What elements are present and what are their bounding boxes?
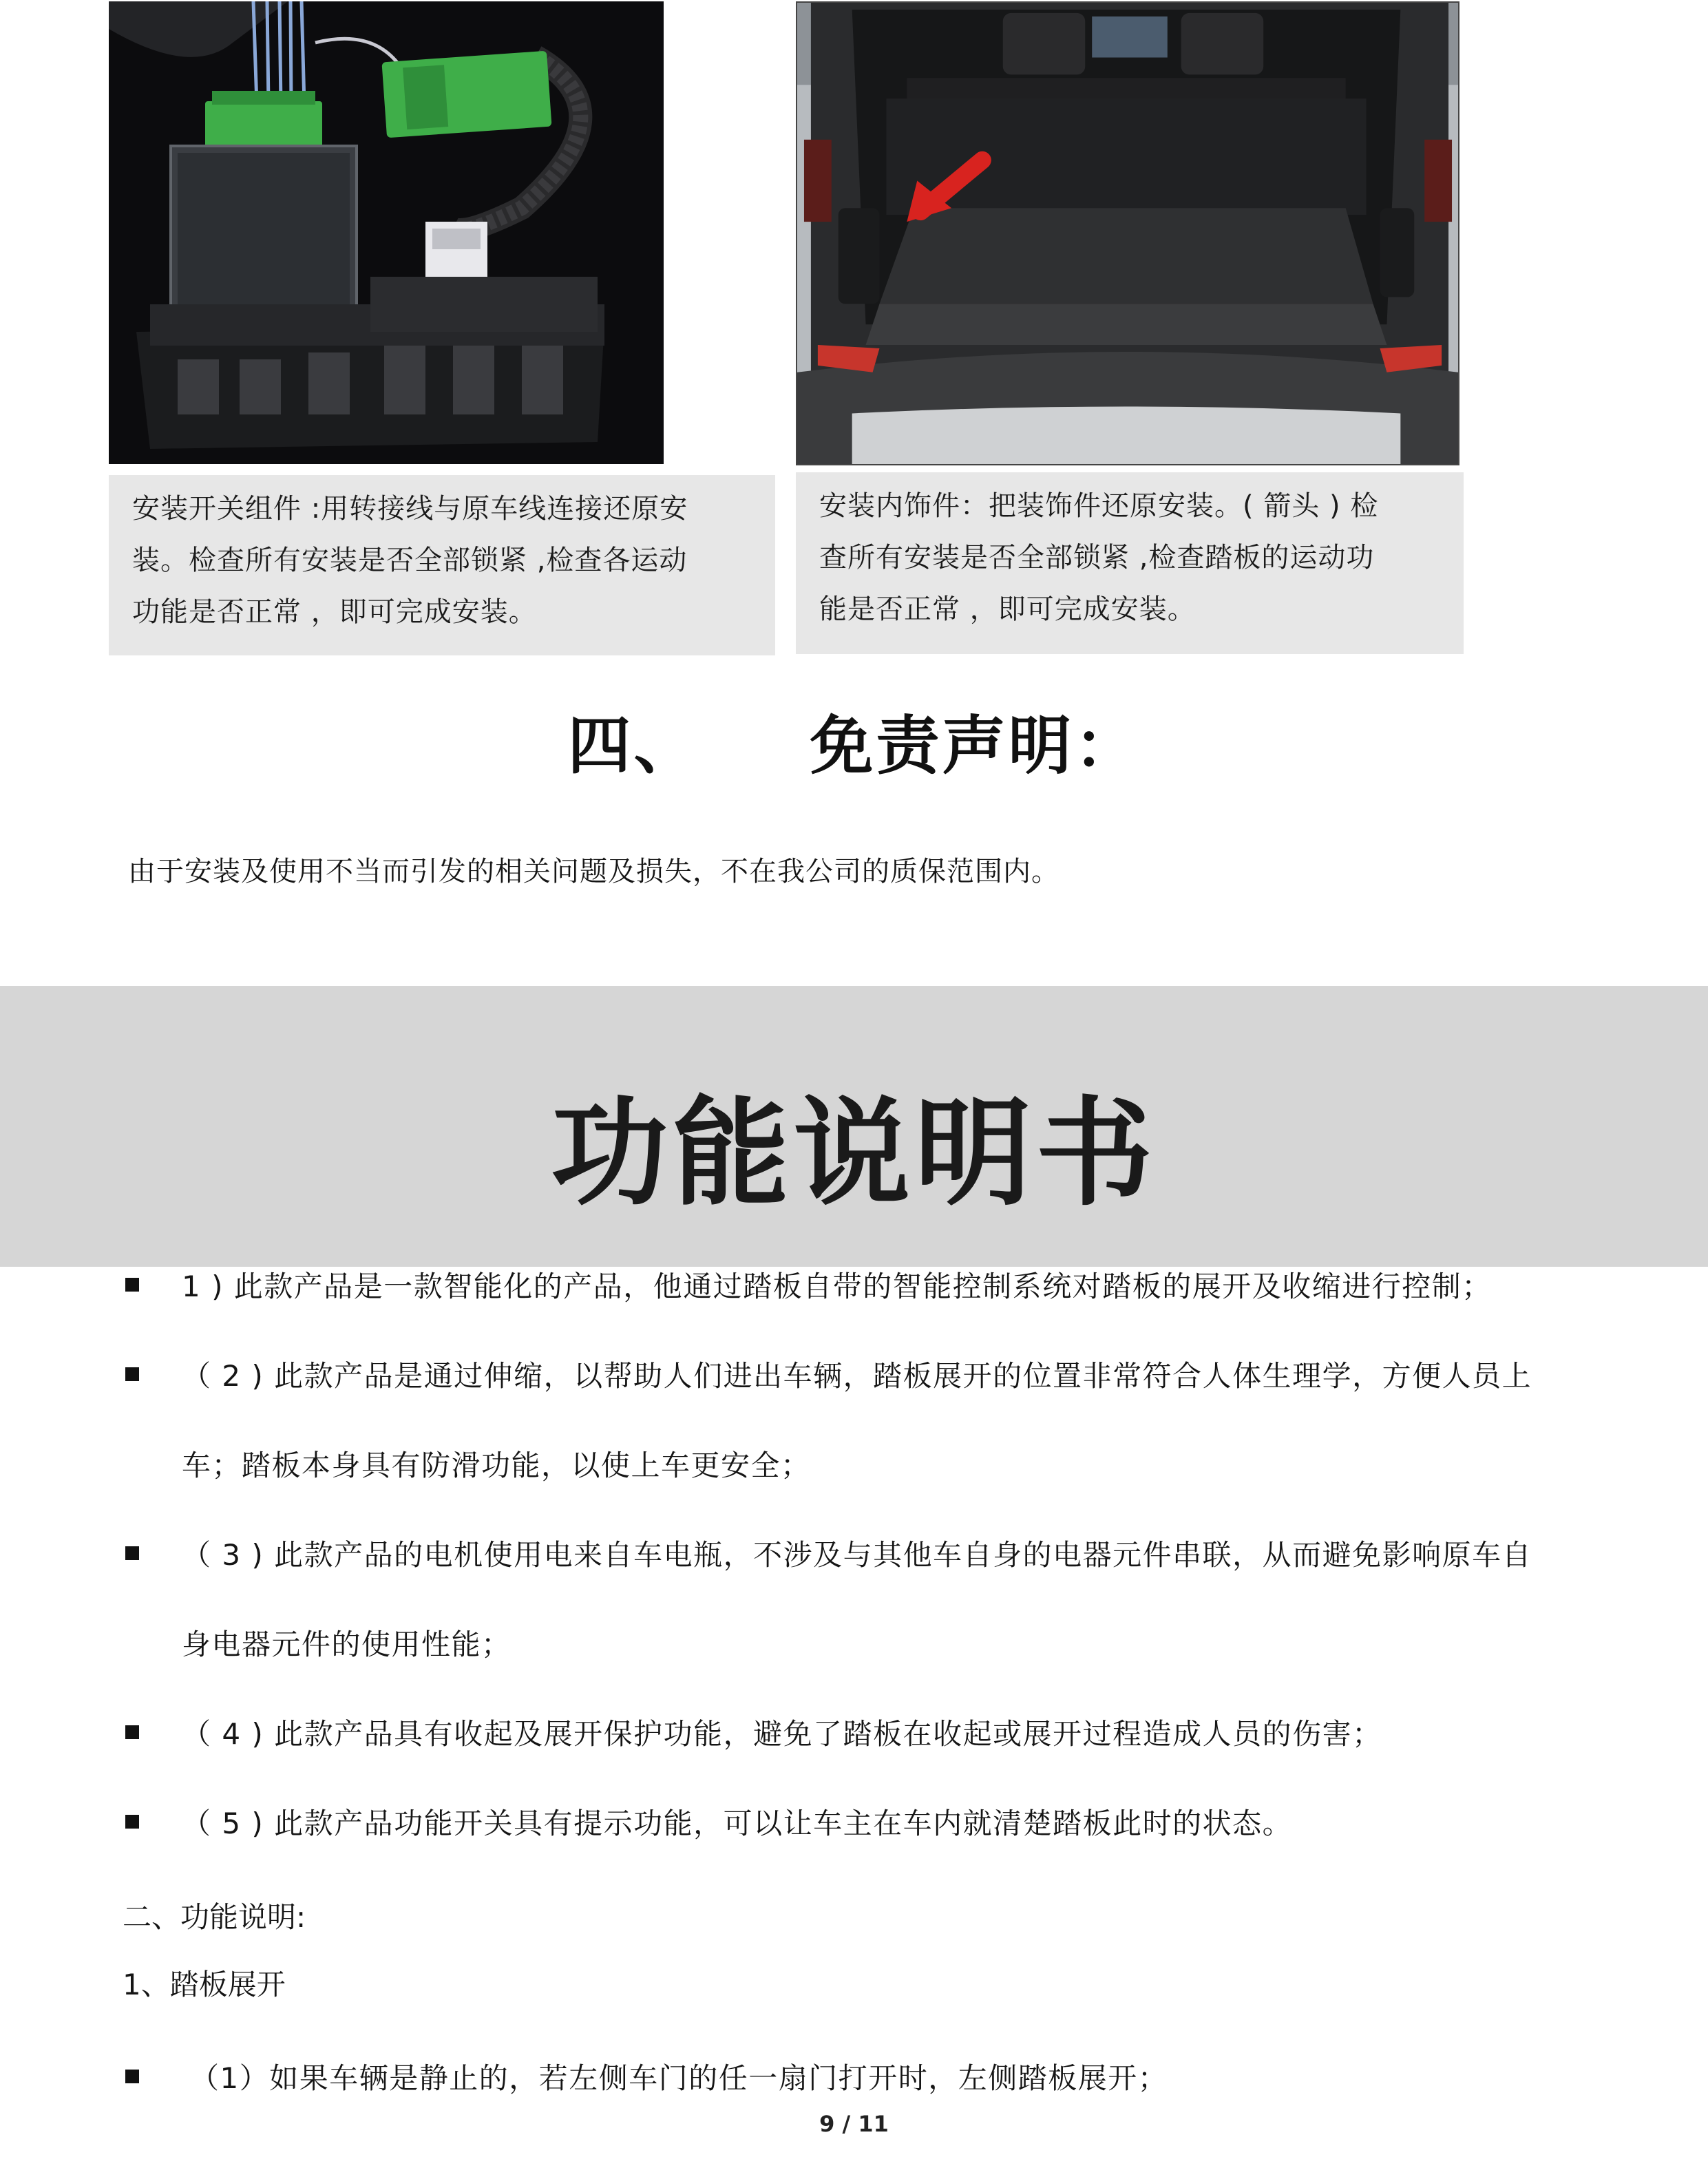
section-number: 四、: [567, 709, 700, 783]
caption-line: 装。检查所有安装是否全部锁紧 ,检查各运动: [132, 545, 688, 576]
square-bullet-icon: [125, 1278, 139, 1292]
square-bullet-icon: [125, 1546, 139, 1560]
feature-item-continued: 身电器元件的使用性能；: [182, 1628, 512, 1661]
feature-item: 1 ) 此款产品是一款智能化的产品，他通过踏板自带的智能控制系统对踏板的展开及收缩进行控制；: [182, 1270, 1492, 1303]
install-trim-caption: [796, 472, 1464, 654]
install-switch-caption: [109, 475, 775, 655]
function-heading: 二、功能说明:: [123, 1900, 306, 1934]
square-bullet-icon: [125, 2070, 139, 2083]
disclaimer-text: 由于安装及使用不当而引发的相关问题及损失，不在我公司的质保范围内。: [128, 856, 1059, 887]
feature-item: （ 5 ) 此款产品功能开关具有提示功能，可以让车主在车内就清楚踏板此时的状态。: [182, 1807, 1293, 1840]
feature-item-continued: 车；踏板本身具有防滑功能，以使上车更安全；: [182, 1449, 811, 1482]
section-title: 免责声明：: [810, 709, 1141, 783]
square-bullet-icon: [125, 1725, 139, 1739]
caption-line: 查所有安装是否全部锁紧 ,检查踏板的运动功: [819, 542, 1375, 573]
feature-item: （ 3 ) 此款产品的电机使用电来自车电瓶，不涉及与其他车自身的电器元件串联，从而避免影响原车自: [182, 1538, 1532, 1572]
caption-line: 功能是否正常 ，即可完成安装。: [132, 596, 537, 628]
switch-module-photo: [109, 1, 664, 464]
step-item: （1）如果车辆是静止的，若左侧车门的任一扇门打开时，左侧踏板展开；: [190, 2061, 1168, 2095]
disclaimer-heading: [0, 695, 1708, 786]
caption-line: 安装开关组件 :用转接线与原车线连接还原安: [132, 493, 688, 525]
feature-item: （ 4 ) 此款产品具有收起及展开保护功能，避免了踏板在收起或展开过程造成人员的伤害；: [182, 1717, 1382, 1751]
feature-item: （ 2 ) 此款产品是通过伸缩，以帮助人们进出车辆，踏板展开的位置非常符合人体生理学，方便人员上: [182, 1359, 1532, 1393]
step-heading: 1、踏板展开: [123, 1968, 286, 2001]
square-bullet-icon: [125, 1815, 139, 1829]
square-bullet-icon: [125, 1367, 139, 1381]
manual-title: 功能说明书: [551, 1086, 1157, 1222]
caption-line: 能是否正常 ，即可完成安装。: [819, 593, 1196, 625]
caption-line: 安装内饰件：把装饰件还原安装。( 箭头 ) 检: [819, 490, 1379, 522]
vehicle-trunk-photo: [796, 1, 1459, 465]
page-number: 9 / 11: [819, 2111, 889, 2137]
